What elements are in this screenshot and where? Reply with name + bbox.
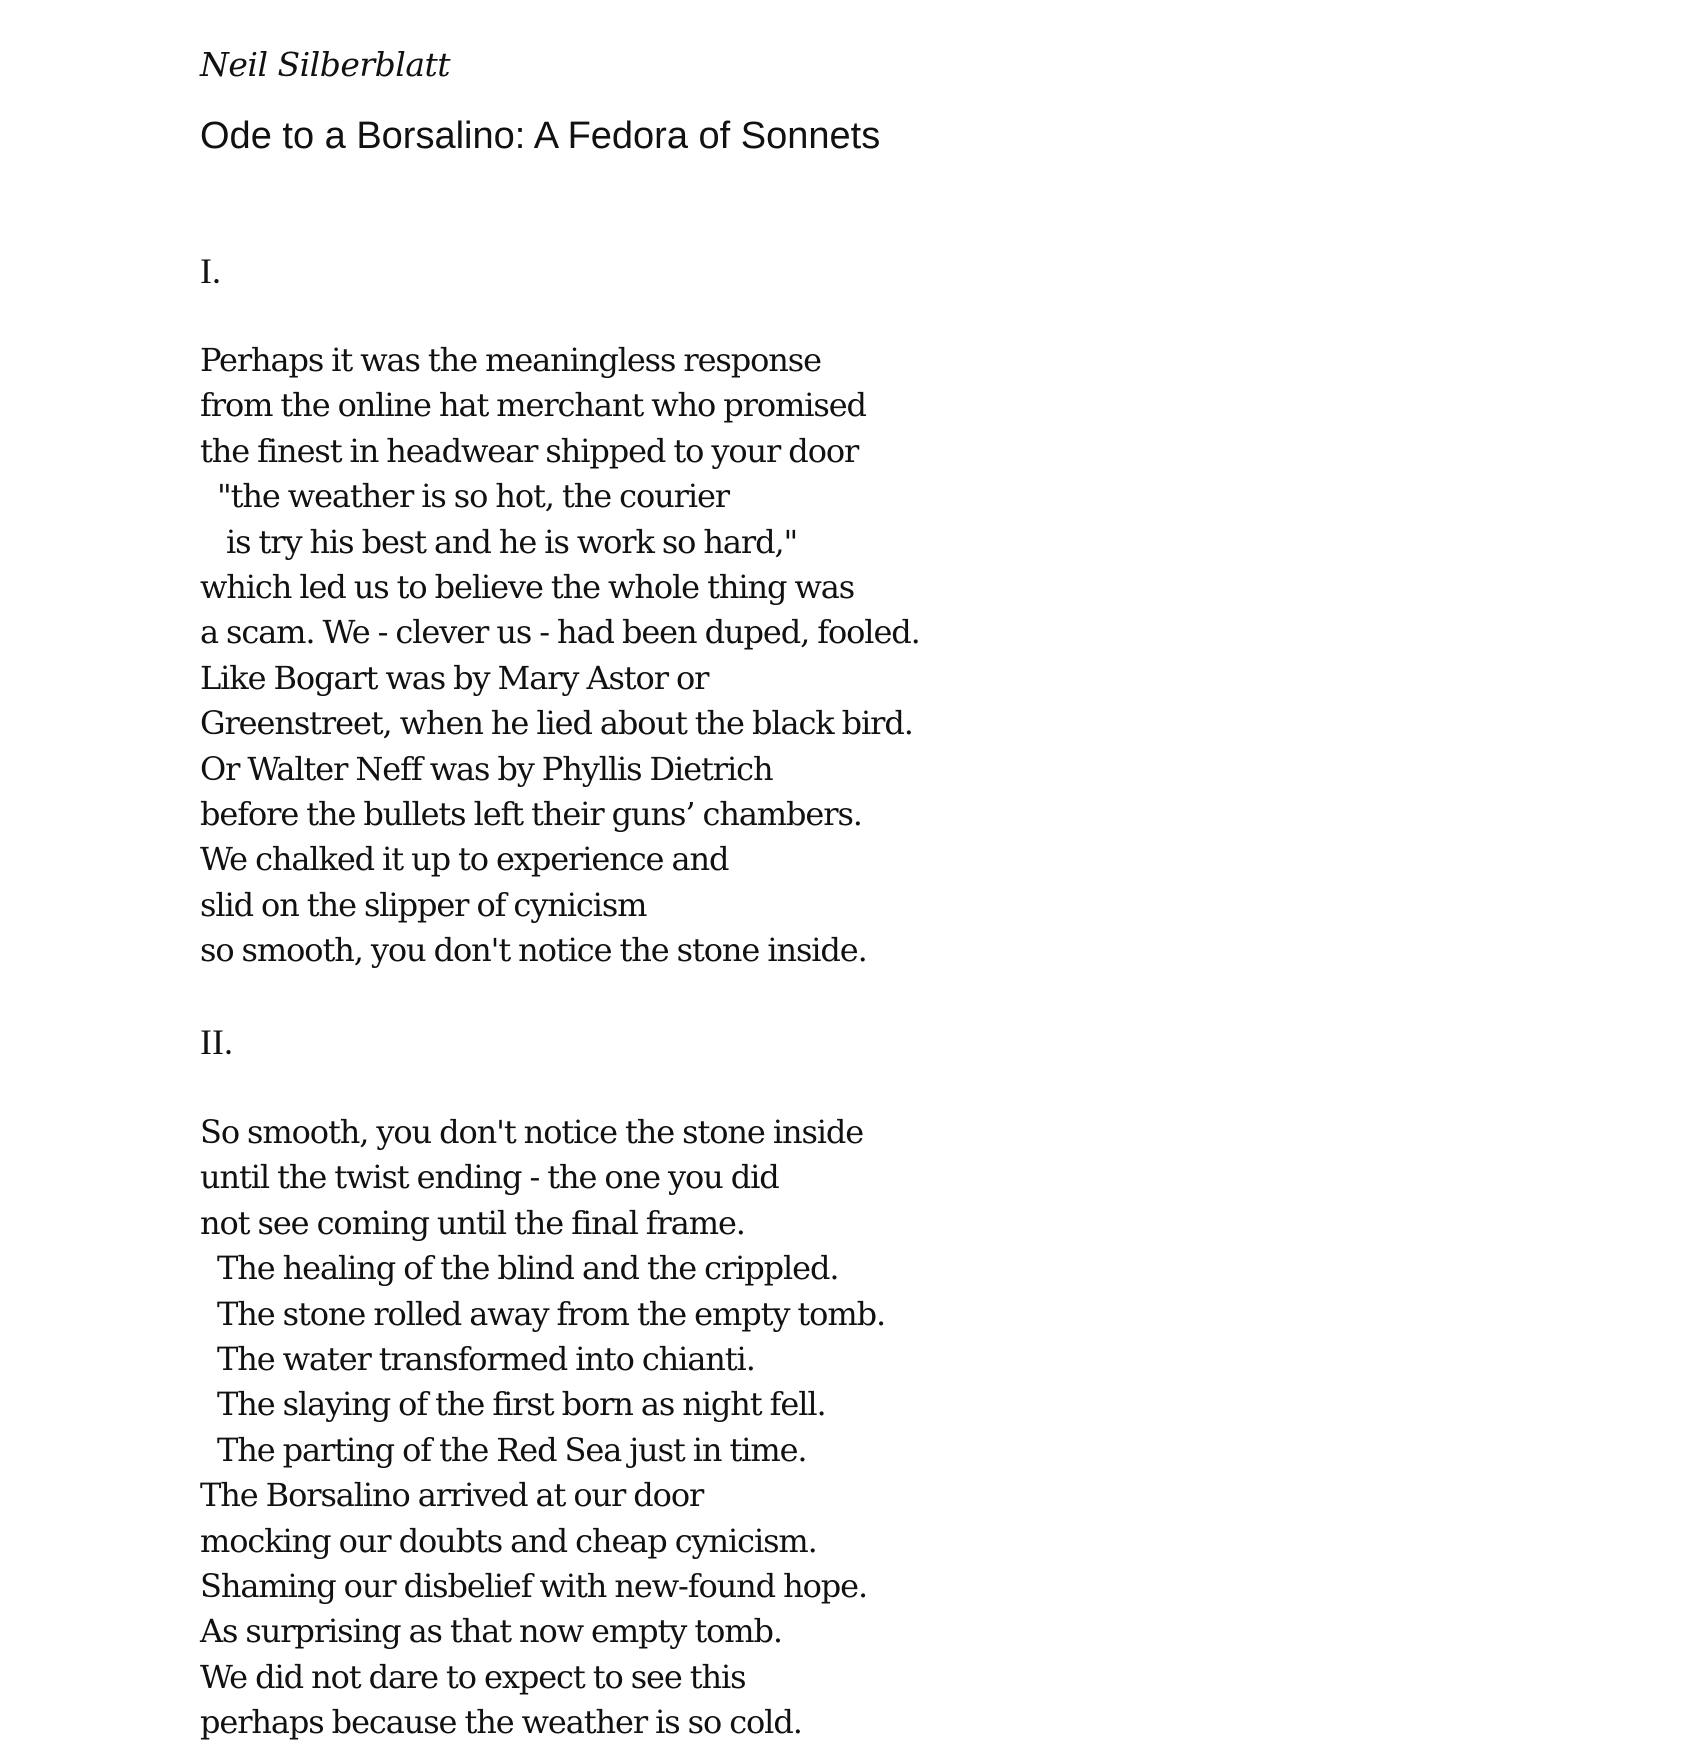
- poem-line: The water transformed into chianti.: [217, 1339, 755, 1378]
- poem-line: "the weather is so hot, the courier: [217, 477, 729, 516]
- poem-line: mocking our doubts and cheap cynicism.: [200, 1521, 817, 1560]
- poem-line: The parting of the Red Sea just in time.: [217, 1430, 807, 1469]
- poem-line: We did not dare to expect to see this: [200, 1657, 746, 1696]
- poem-line: the finest in headwear shipped to your door: [200, 431, 859, 470]
- poem-line: perhaps because the weather is so cold.: [200, 1703, 802, 1742]
- section-numeral-2: II.: [200, 1022, 233, 1062]
- poem-line: Perhaps it was the meaningless response: [200, 341, 821, 379]
- poem-line: The healing of the blind and the crippled.: [217, 1249, 839, 1288]
- poem-line: a scam. We - clever us - had been duped, fooled.: [200, 613, 920, 652]
- poem-line: Or Walter Neff was by Phyllis Dietrich: [200, 749, 773, 788]
- poem-line: As surprising as that now empty tomb.: [200, 1612, 782, 1651]
- poem-line: from the online hat merchant who promised: [200, 386, 866, 425]
- poem-line: slid on the slipper of cynicism: [200, 885, 647, 924]
- poem-line: The slaying of the first born as night fell.: [217, 1385, 826, 1424]
- poem-line: Shaming our disbelief with new-found hope.: [200, 1566, 868, 1605]
- sonnet-2: [200, 1110, 885, 1745]
- poem-line: So smooth, you don't notice the stone inside: [200, 1113, 864, 1151]
- poem-line: Like Bogart was by Mary Astor or: [200, 658, 709, 697]
- poem-line: The Borsalino arrived at our door: [200, 1476, 704, 1515]
- poem-line: Greenstreet, when he lied about the black bird.: [200, 704, 913, 743]
- section-numeral-1: I.: [200, 251, 221, 291]
- poem-line: so smooth, you don't notice the stone inside.: [200, 931, 867, 970]
- poem-line: We chalked it up to experience and: [200, 840, 729, 879]
- poem-line: not see coming until the final frame.: [200, 1203, 745, 1242]
- poem-line: before the bullets left their guns’ chambers.: [200, 794, 862, 833]
- poem-line: until the twist ending - the one you did: [200, 1158, 779, 1197]
- poem-line: which led us to believe the whole thing was: [200, 567, 855, 606]
- poem-line: The stone rolled away from the empty tomb.: [217, 1294, 886, 1333]
- poem-title: Ode to a Borsalino: A Fedora of Sonnets: [200, 115, 881, 157]
- author-name: Neil Silberblatt: [200, 45, 451, 84]
- document-page: [200, 0, 1500, 1757]
- sonnet-1: [200, 338, 920, 973]
- poem-line: is try his best and he is work so hard,": [226, 522, 798, 561]
